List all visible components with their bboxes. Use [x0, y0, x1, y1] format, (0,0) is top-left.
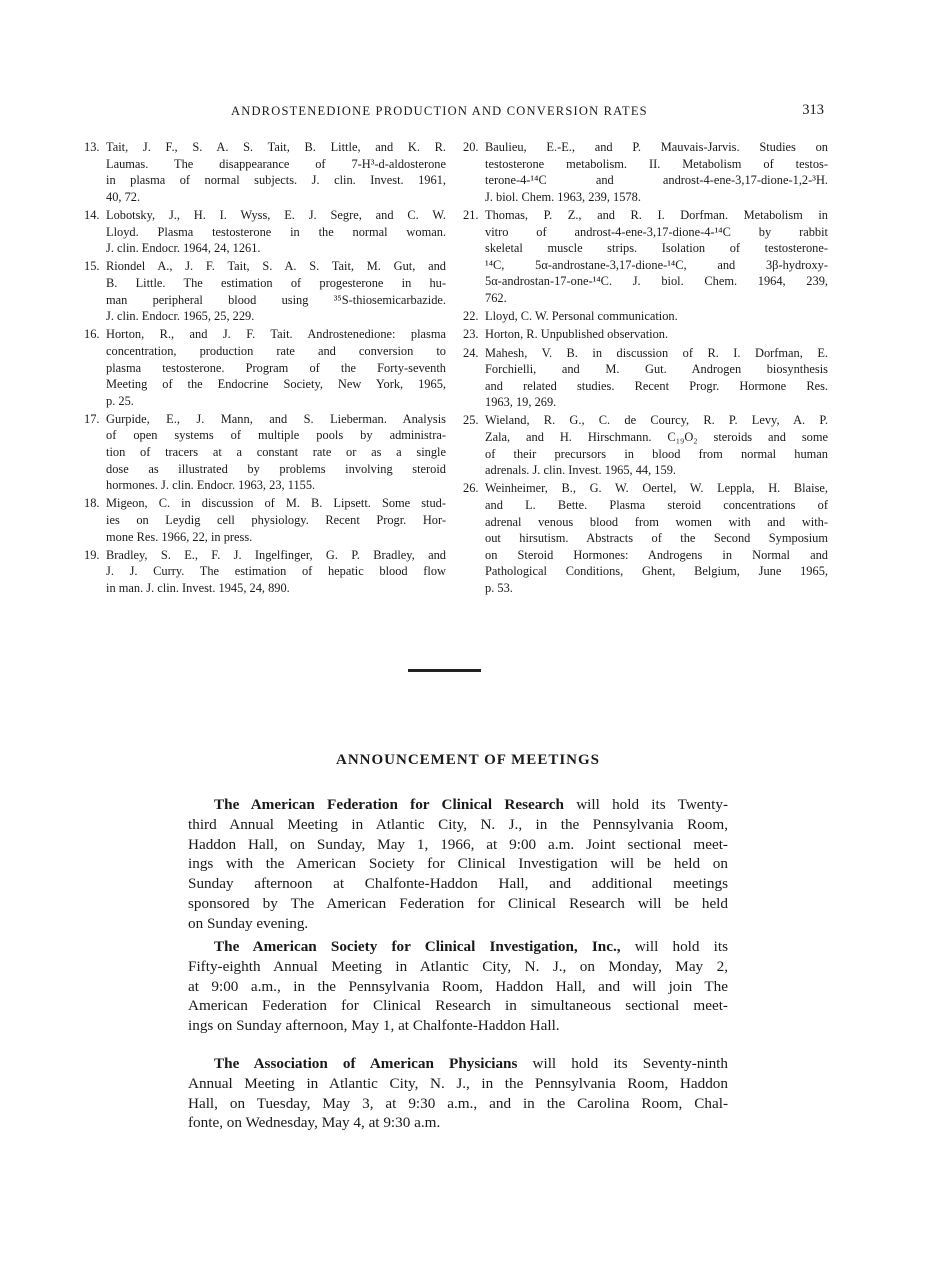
running-head	[0, 104, 936, 124]
paragraph-line: Annual Meeting in Atlantic City, N. J., in the Pennsylvania Room, Haddon	[188, 1074, 728, 1092]
reference-text	[485, 308, 828, 325]
paragraph-line: Hall, on Tuesday, May 3, at 9:30 a.m., and in the Carolina Room, Chal-	[188, 1094, 728, 1112]
reference-line: Riondel A., J. F. Tait, S. A. S. Tait, M. Gut, and	[106, 259, 446, 274]
reference-entry	[463, 480, 828, 596]
reference-line: and L. Bette. Plasma steroid concentrations of	[485, 498, 828, 513]
reference-number: 18.	[84, 496, 100, 511]
references-column-right	[463, 139, 828, 598]
reference-line: Laumas. The disappearance of 7-H³-d-aldosterone	[106, 156, 446, 171]
organization-name: The American Society for Clinical Investigation, Inc.,	[214, 938, 621, 955]
reference-text	[106, 547, 446, 597]
reference-number: 22.	[463, 309, 479, 324]
reference-line: Migeon, C. in discussion of M. B. Lipsett. Some stud-	[106, 496, 446, 511]
reference-line: of open systems of multiple pools by administra-	[106, 428, 446, 443]
reference-text	[485, 480, 828, 596]
reference-number: 24.	[463, 345, 479, 360]
reference-entry	[84, 495, 446, 545]
page-number: 313	[802, 102, 824, 118]
reference-text	[485, 326, 828, 343]
section-divider	[408, 669, 481, 672]
reference-line: testosterone metabolism. II. Metabolism of testos-	[485, 156, 828, 171]
organization-name: The Association of American Physicians	[214, 1055, 518, 1072]
reference-line: Horton, R. Unpublished observation.	[485, 327, 669, 342]
reference-entry	[463, 326, 828, 343]
reference-line: in plasma of normal subjects. J. clin. Invest. 1961,	[106, 173, 446, 188]
paragraph-line: ings with the American Society for Clinical Investigation will be held on	[188, 855, 728, 873]
reference-line: Meeting of the Endocrine Society, New York, 1965,	[106, 377, 446, 392]
paragraph-line: ings on Sunday afternoon, May 1, at Chalfonte-Haddon Hall.	[188, 1017, 560, 1035]
reference-line: man peripheral blood using ³⁵S-thiosemicarbazide.	[106, 292, 446, 307]
reference-line: 40, 72.	[106, 189, 141, 204]
reference-line: p. 53.	[485, 581, 513, 595]
reference-line: ies on Leydig cell physiology. Recent Progr. Hor-	[106, 513, 446, 528]
paragraph-text: will hold its Twenty-	[563, 796, 728, 813]
reference-line: J. clin. Endocr. 1965, 25, 229.	[106, 309, 255, 324]
reference-line: ¹⁴C, 5α-androstane-3,17-dione-¹⁴C, and 3β-hydroxy-	[485, 257, 828, 272]
reference-line: out hirsutism. Abstracts of the Second Symposium	[485, 531, 828, 546]
paragraph-line: sponsored by The American Federation for Clinical Research will be held	[188, 894, 728, 912]
paragraph-first-line	[188, 795, 728, 815]
reference-text	[106, 258, 446, 324]
paragraph-first-line	[188, 937, 728, 957]
reference-line: Pathological Conditions, Ghent, Belgium, June 1965,	[485, 564, 828, 579]
reference-line: Tait, J. F., S. A. S. Tait, B. Little, and K. R.	[106, 140, 446, 154]
reference-number: 17.	[84, 411, 100, 426]
reference-line: B. Little. The estimation of progesterone in hu-	[106, 275, 446, 290]
reference-line: J. clin. Endocr. 1964, 24, 1261.	[106, 241, 261, 256]
reference-line: Weinheimer, B., G. W. Oertel, W. Leppla, H. Blaise,	[485, 481, 828, 496]
reference-number: 23.	[463, 327, 479, 342]
reference-line: concentration, production rate and conversion to	[106, 343, 446, 358]
reference-number: 25.	[463, 413, 479, 428]
reference-number: 15.	[84, 259, 100, 274]
reference-line: in man. J. clin. Invest. 1945, 24, 890.	[106, 581, 290, 595]
reference-line: Mahesh, V. B. in discussion of R. I. Dorfman, E.	[485, 345, 828, 360]
paragraph-line: Haddon Hall, on Sunday, May 1, 1966, at 9:00 a.m. Joint sectional meet-	[188, 835, 728, 853]
announcement-title: ANNOUNCEMENT OF MEETINGS	[335, 752, 601, 768]
references-column-left	[84, 139, 446, 598]
reference-entry	[84, 411, 446, 494]
reference-entry	[84, 258, 446, 324]
announcement-paragraph	[188, 795, 728, 934]
reference-line: Bradley, S. E., F. J. Ingelfinger, G. P. Bradley, and	[106, 547, 446, 562]
reference-text	[106, 207, 446, 257]
reference-line: Forchielli, and M. Gut. Androgen biosynthesis	[485, 362, 828, 377]
reference-line: p. 25.	[106, 393, 134, 408]
paragraph-text: will hold its Seventy-ninth	[517, 1055, 728, 1072]
reference-line: Baulieu, E.-E., and P. Mauvais-Jarvis. Studies on	[485, 140, 828, 154]
reference-line: vitro of androst-4-ene-3,17-dione-4-¹⁴C by rabbit	[485, 224, 828, 239]
reference-line: 762.	[485, 290, 507, 305]
reference-line: 1963, 19, 269.	[485, 395, 557, 410]
reference-entry	[463, 345, 828, 411]
reference-line: on Steroid Hormones: Androgens in Normal and	[485, 547, 828, 562]
reference-line: Horton, R., and J. F. Tait. Androstenedione: plasma	[106, 327, 446, 342]
reference-number: 14.	[84, 207, 100, 222]
reference-text	[485, 345, 828, 411]
reference-entry	[84, 547, 446, 597]
paragraph-text: will hold its	[620, 938, 728, 955]
reference-line: tion of tracers at a constant rate or as a single	[106, 445, 446, 460]
reference-line: Lobotsky, J., H. I. Wyss, E. J. Segre, and C. W.	[106, 207, 446, 222]
reference-line: of their precursors in blood from normal human	[485, 446, 828, 461]
reference-number: 16.	[84, 327, 100, 342]
paragraph-line: Sunday afternoon at Chalfonte-Haddon Hall, and additional meetings	[188, 875, 728, 893]
reference-line: terone-4-¹⁴C and androst-4-ene-3,17-dione-1,2-³H.	[485, 173, 828, 188]
reference-line: Wieland, R. G., C. de Courcy, R. P. Levy, A. P.	[485, 413, 828, 428]
reference-line: hormones. J. clin. Endocr. 1963, 23, 1155.	[106, 478, 316, 493]
paragraph-line: on Sunday evening.	[188, 914, 309, 932]
reference-line: Zala, and H. Hirschmann. C₁₉O₂ steroids and some	[485, 430, 828, 445]
reference-line: Gurpide, E., J. Mann, and S. Lieberman. Analysis	[106, 411, 446, 426]
reference-line: plasma testosterone. Program of the Forty-seventh	[106, 360, 446, 375]
reference-entry	[463, 308, 828, 325]
reference-entry	[463, 207, 828, 307]
reference-number: 26.	[463, 481, 479, 496]
reference-line: Lloyd, C. W. Personal communication.	[485, 309, 678, 324]
reference-line: Thomas, P. Z., and R. I. Dorfman. Metabolism in	[485, 207, 828, 222]
reference-line: dose as illustrated by problems involving steroid	[106, 461, 446, 476]
paragraph-line: at 9:00 a.m., in the Pennsylvania Room, Haddon Hall, and will join The	[188, 977, 728, 995]
announcement-paragraph	[188, 937, 728, 1036]
reference-line: Lloyd. Plasma testosterone in the normal woman.	[106, 224, 446, 239]
reference-entry	[463, 139, 828, 205]
paragraph-line: fonte, on Wednesday, May 4, at 9:30 a.m.	[188, 1114, 441, 1132]
reference-entry	[84, 207, 446, 257]
reference-text	[485, 207, 828, 307]
reference-line: mone Res. 1966, 22, in press.	[106, 529, 253, 544]
reference-text	[485, 412, 828, 478]
running-title: ANDROSTENEDIONE PRODUCTION AND CONVERSION RATES	[231, 104, 648, 118]
reference-text	[106, 326, 446, 409]
reference-line: skeletal muscle strips. Isolation of testosterone-	[485, 241, 828, 256]
reference-entry	[463, 412, 828, 478]
paragraph-line: third Annual Meeting in Atlantic City, N. J., in the Pennsylvania Room,	[188, 815, 728, 833]
reference-number: 20.	[463, 140, 479, 154]
reference-text	[485, 139, 828, 205]
reference-line: J. biol. Chem. 1963, 239, 1578.	[485, 189, 641, 204]
paragraph-line: Fifty-eighth Annual Meeting in Atlantic City, N. J., on Monday, May 2,	[188, 957, 728, 975]
paragraph-line: American Federation for Clinical Research in simultaneous sectional meet-	[188, 997, 728, 1015]
reference-line: adrenal venous blood from women with and with-	[485, 514, 828, 529]
paragraph-first-line	[188, 1054, 728, 1074]
reference-entry	[84, 326, 446, 409]
reference-line: 5α-androstan-17-one-¹⁴C. J. biol. Chem. 1964, 239,	[485, 274, 828, 289]
reference-line: and related studies. Recent Progr. Hormone Res.	[485, 378, 828, 393]
organization-name: The American Federation for Clinical Research	[214, 796, 564, 813]
reference-text	[106, 411, 446, 494]
reference-text	[106, 139, 446, 205]
reference-line: adrenals. J. clin. Invest. 1965, 44, 159.	[485, 463, 676, 478]
reference-number: 21.	[463, 207, 479, 222]
reference-line: J. J. Curry. The estimation of hepatic blood flow	[106, 564, 446, 579]
reference-text	[106, 495, 446, 545]
reference-number: 19.	[84, 547, 100, 562]
announcement-paragraph	[188, 1054, 728, 1133]
reference-number: 13.	[84, 140, 100, 154]
reference-entry	[84, 139, 446, 205]
